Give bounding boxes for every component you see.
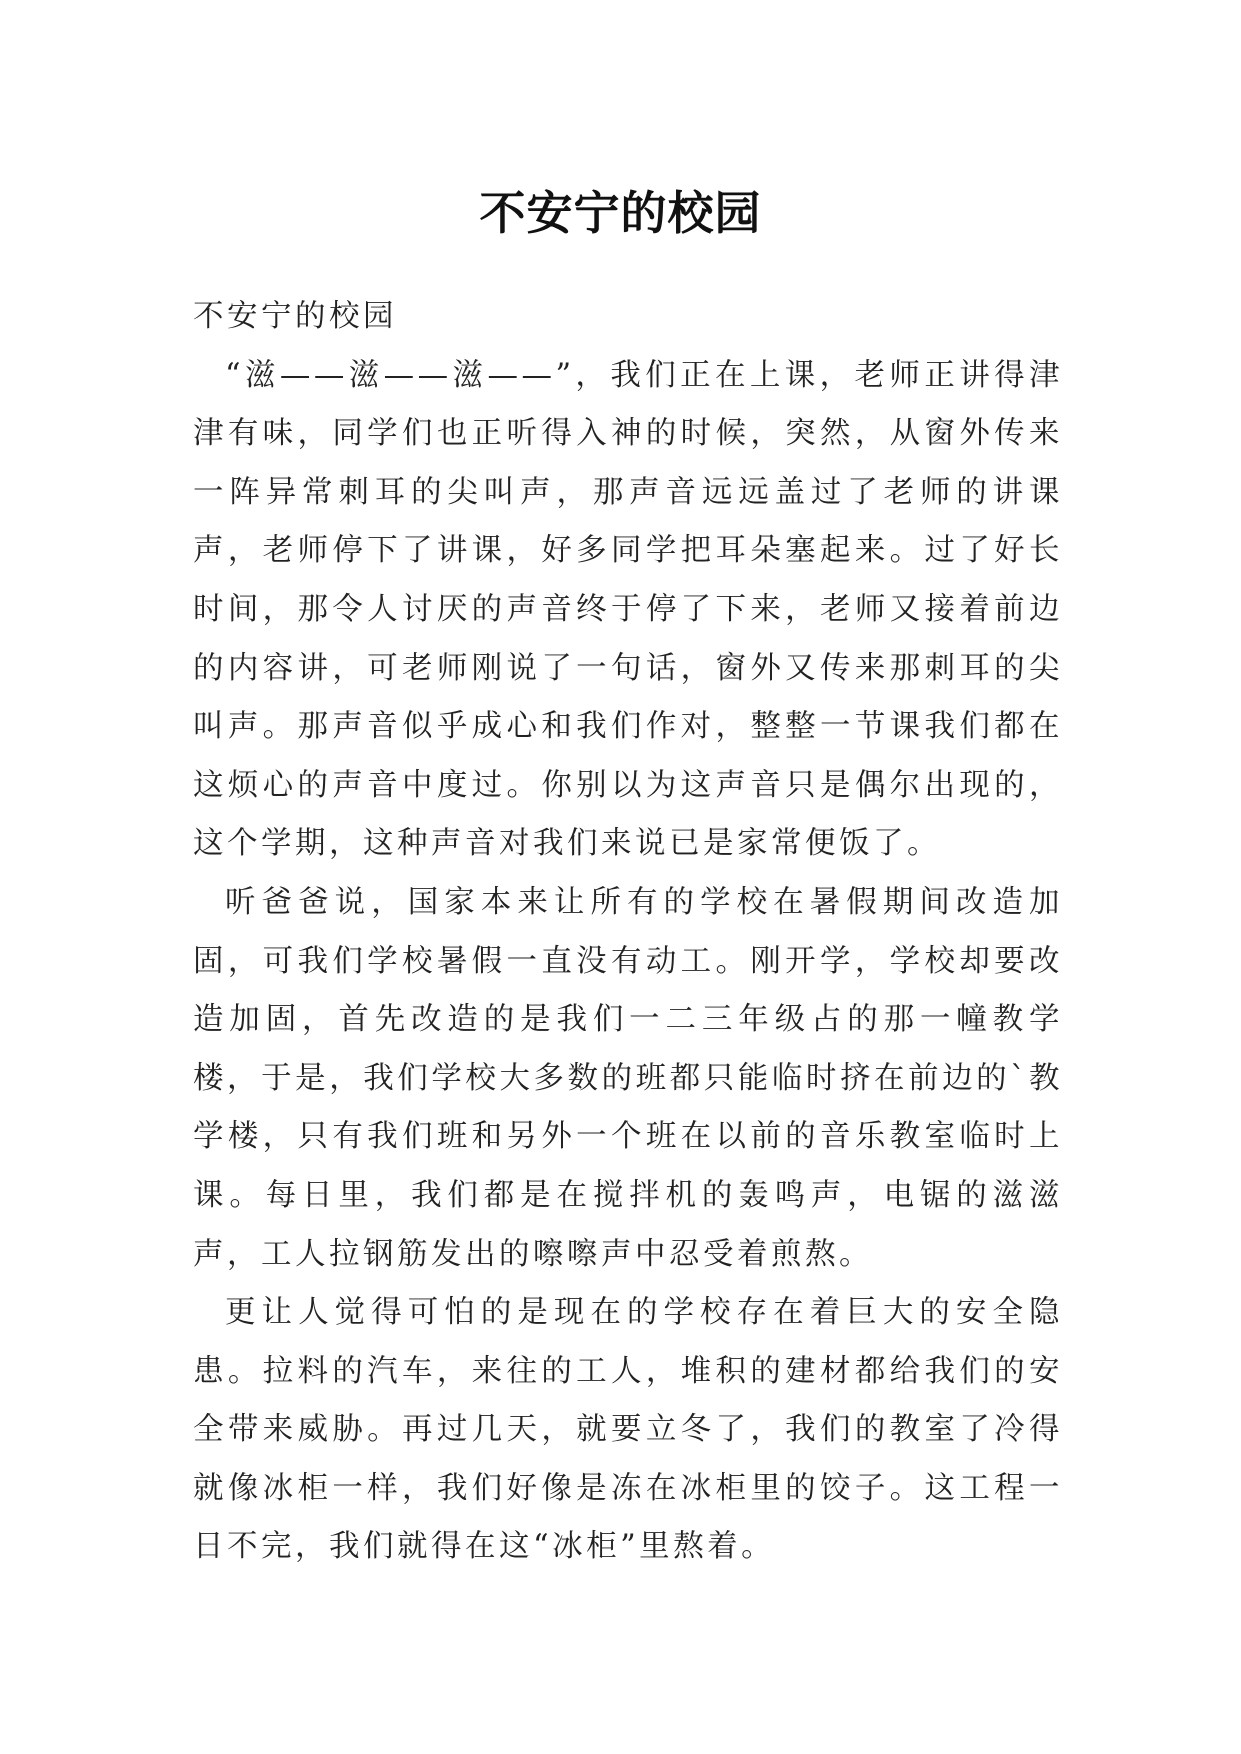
- paragraph-2: 听爸爸说，国家本来让所有的学校在暑假期间改造加固，可我们学校暑假一直没有动工。刚开学，学校却要改造加固，首先改造的是我们一二三年级占的那一幢教学楼，于是，我们学校大多数的班都只能临时挤在前边的`教学楼，只有我们班和另外一个班在以前的音乐教室临时上课。每日里，我们都是在搅拌机的轰鸣声，电锯的滋滋声，工人拉钢筋发出的嚓嚓声中忍受着煎熬。: [193, 884, 1063, 1272]
- paragraph-1: “滋——滋——滋——”，我们正在上课，老师正讲得津津有味，同学们也正听得入神的时候，突然，从窗外传来一阵异常刺耳的尖叫声，那声音远远盖过了老师的讲课声，老师停下了讲课，好多同学把耳朵塞起来。过了好长时间，那令人讨厌的声音终于停了下来，老师又接着前边的内容讲，可老师刚说了一句话，窗外又传来那刺耳的尖叫声。那声音似乎成心和我们作对，整整一节课我们都在这烦心的声音中度过。你别以为这声音只是偶尔出现的，这个学期，这种声音对我们来说已是家常便饭了。: [193, 357, 1063, 862]
- paragraph-3: 更让人觉得可怕的是现在的学校存在着巨大的安全隐患。拉料的汽车，来往的工人，堆积的建材都给我们的安全带来威胁。再过几天，就要立冬了，我们的教室了冷得就像冰柜一样，我们好像是冻在冰柜里的饺子。这工程一日不完，我们就得在这“冰柜”里熬着。: [193, 1295, 1063, 1565]
- document-title: 不安宁的校园: [479, 185, 762, 240]
- document-body: [193, 288, 1063, 1577]
- article-subheading: 不安宁的校园: [193, 299, 397, 334]
